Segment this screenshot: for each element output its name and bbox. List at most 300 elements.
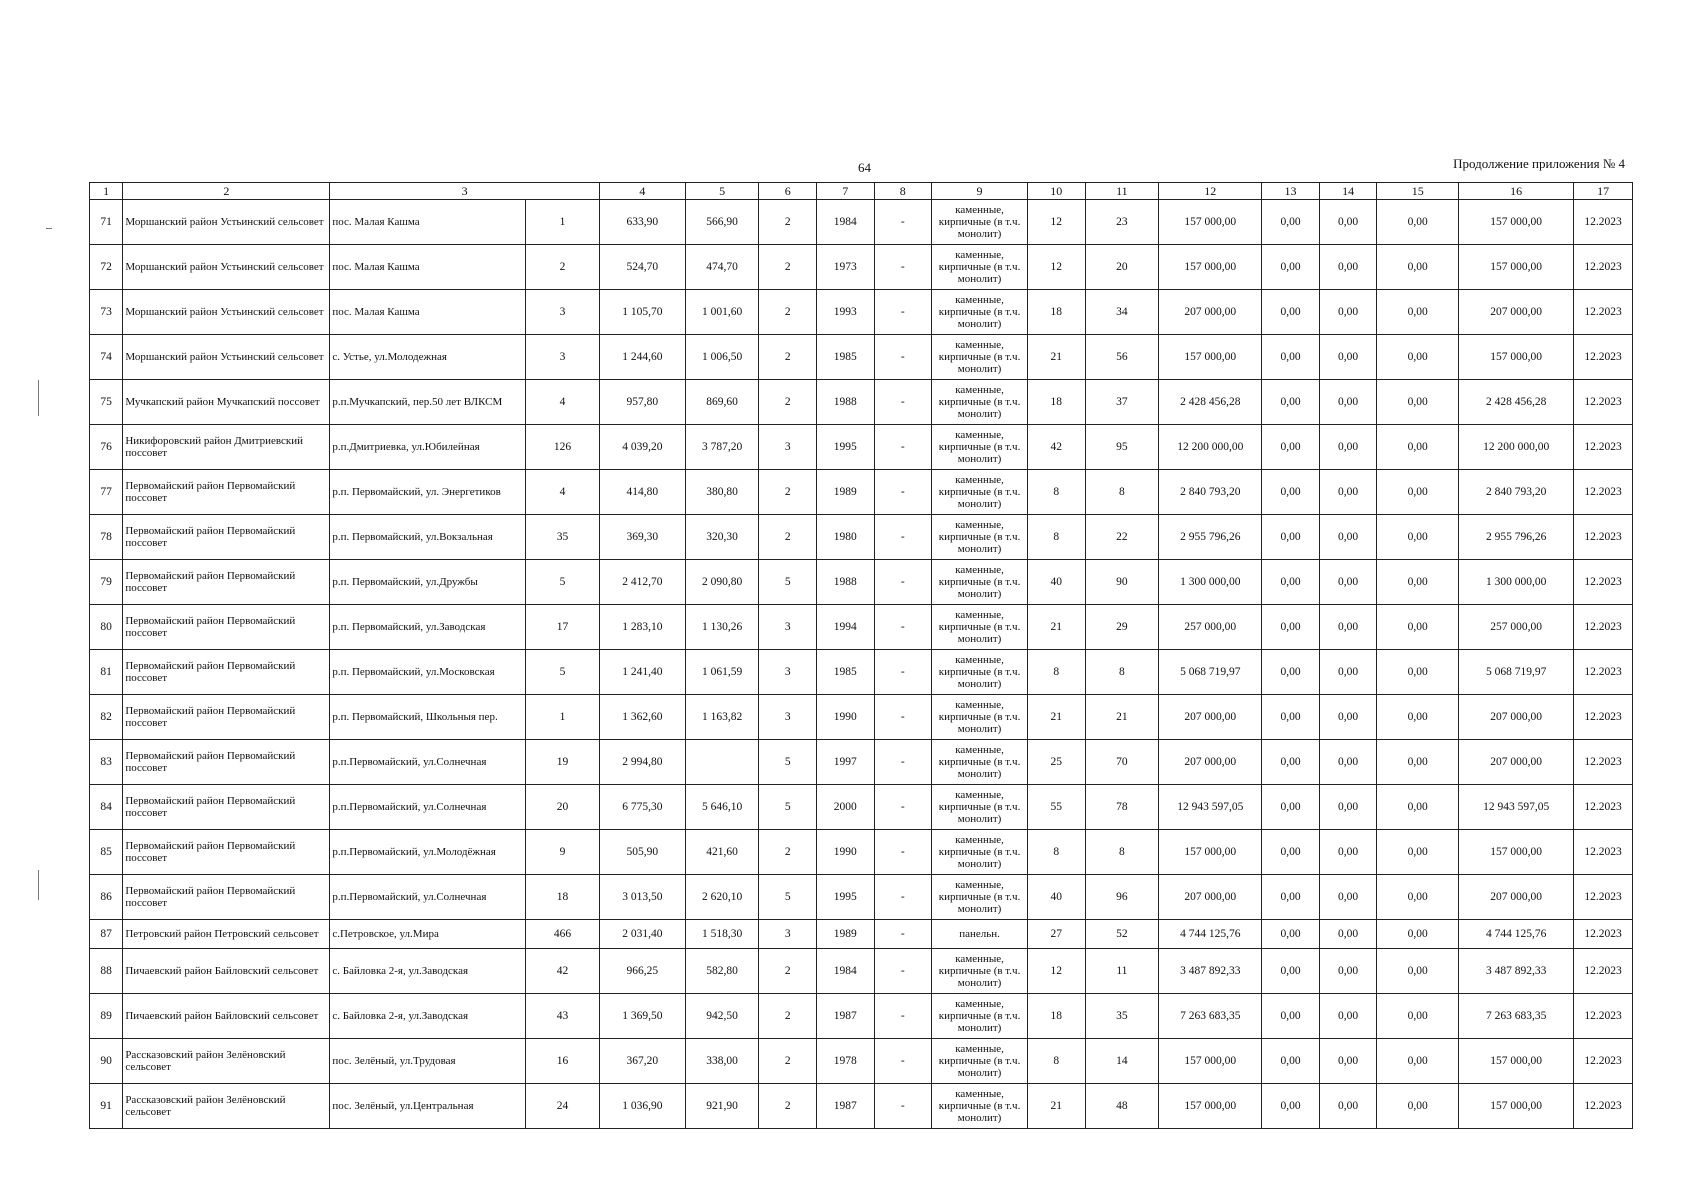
total-cost-cell: 157 000,00 (1159, 245, 1262, 290)
page-number: 64 (858, 160, 871, 175)
table-row (90, 425, 1633, 470)
col-13-cell: 0,00 (1262, 695, 1320, 740)
year-cell: 1988 (816, 560, 874, 605)
living-area-cell: 921,90 (685, 1084, 759, 1129)
dash-cell: - (874, 830, 932, 875)
year-cell: 1995 (816, 875, 874, 920)
municipality-cell: Первомайский район Первомайский поссовет (123, 605, 330, 650)
year-cell: 1988 (816, 380, 874, 425)
address-cell: с.Петровское, ул.Мира (330, 920, 526, 949)
row-number-cell: 82 (90, 695, 123, 740)
total-cost-cell: 157 000,00 (1159, 335, 1262, 380)
deadline-cell: 12.2023 (1574, 200, 1633, 245)
total-area-cell: 2 994,80 (599, 740, 685, 785)
total-area-cell: 1 369,50 (599, 994, 685, 1039)
living-area-cell: 869,60 (685, 380, 759, 425)
dash-cell: - (874, 949, 932, 994)
col-10-cell: 21 (1028, 605, 1086, 650)
wall-material-cell: каменные, кирпичные (в т.ч. монолит) (932, 470, 1028, 515)
col-14-cell: 0,00 (1319, 740, 1377, 785)
deadline-cell: 12.2023 (1574, 695, 1633, 740)
floors-cell: 2 (759, 200, 817, 245)
year-cell: 1989 (816, 920, 874, 949)
row-number-cell: 88 (90, 949, 123, 994)
municipality-cell: Моршанский район Устьинский сельсовет (123, 245, 330, 290)
col-11-cell: 22 (1085, 515, 1159, 560)
wall-material-cell: каменные, кирпичные (в т.ч. монолит) (932, 245, 1028, 290)
col-10-cell: 55 (1028, 785, 1086, 830)
col-11-cell: 95 (1085, 425, 1159, 470)
dash-cell: - (874, 785, 932, 830)
column-header: 10 (1028, 183, 1086, 200)
living-area-cell: 474,70 (685, 245, 759, 290)
col-10-cell: 8 (1028, 515, 1086, 560)
wall-material-cell: каменные, кирпичные (в т.ч. монолит) (932, 425, 1028, 470)
col-10-cell: 8 (1028, 650, 1086, 695)
building-number-cell: 43 (526, 994, 600, 1039)
deadline-cell: 12.2023 (1574, 740, 1633, 785)
total-area-cell: 414,80 (599, 470, 685, 515)
col-15-cell: 0,00 (1377, 875, 1459, 920)
col-11-cell: 21 (1085, 695, 1159, 740)
floors-cell: 2 (759, 470, 817, 515)
living-area-cell: 582,80 (685, 949, 759, 994)
col-14-cell: 0,00 (1319, 875, 1377, 920)
living-area-cell: 1 061,59 (685, 650, 759, 695)
municipality-cell: Пичаевский район Байловский сельсовет (123, 949, 330, 994)
total-cost-cell: 2 955 796,26 (1159, 515, 1262, 560)
building-number-cell: 19 (526, 740, 600, 785)
col-15-cell: 0,00 (1377, 200, 1459, 245)
total-cost-cell: 12 943 597,05 (1159, 785, 1262, 830)
col-16-cell: 157 000,00 (1459, 200, 1574, 245)
total-cost-cell: 2 428 456,28 (1159, 380, 1262, 425)
table-row (90, 290, 1633, 335)
col-15-cell: 0,00 (1377, 470, 1459, 515)
floors-cell: 3 (759, 695, 817, 740)
col-13-cell: 0,00 (1262, 650, 1320, 695)
wall-material-cell: каменные, кирпичные (в т.ч. монолит) (932, 335, 1028, 380)
total-cost-cell: 7 263 683,35 (1159, 994, 1262, 1039)
building-number-cell: 4 (526, 380, 600, 425)
address-cell: р.п.Мучкапский, пер.50 лет ВЛКСМ (330, 380, 526, 425)
column-header: 3 (330, 183, 600, 200)
year-cell: 1980 (816, 515, 874, 560)
table-row (90, 650, 1633, 695)
dash-cell: - (874, 515, 932, 560)
col-13-cell: 0,00 (1262, 1039, 1320, 1084)
address-cell: с. Устье, ул.Молодежная (330, 335, 526, 380)
municipality-cell: Первомайский район Первомайский поссовет (123, 785, 330, 830)
deadline-cell: 12.2023 (1574, 994, 1633, 1039)
total-cost-cell: 12 200 000,00 (1159, 425, 1262, 470)
floors-cell: 2 (759, 1084, 817, 1129)
living-area-cell: 566,90 (685, 200, 759, 245)
total-area-cell: 1 241,40 (599, 650, 685, 695)
col-14-cell: 0,00 (1319, 470, 1377, 515)
building-number-cell: 3 (526, 290, 600, 335)
municipality-cell: Никифоровский район Дмитриевский поссовет (123, 425, 330, 470)
col-10-cell: 8 (1028, 470, 1086, 515)
col-16-cell: 7 263 683,35 (1459, 994, 1574, 1039)
col-11-cell: 20 (1085, 245, 1159, 290)
total-area-cell: 1 244,60 (599, 335, 685, 380)
col-10-cell: 8 (1028, 830, 1086, 875)
building-number-cell: 5 (526, 560, 600, 605)
col-14-cell: 0,00 (1319, 560, 1377, 605)
table-row (90, 560, 1633, 605)
total-area-cell: 369,30 (599, 515, 685, 560)
col-15-cell: 0,00 (1377, 740, 1459, 785)
address-cell: пос. Зелёный, ул.Трудовая (330, 1039, 526, 1084)
total-area-cell: 966,25 (599, 949, 685, 994)
col-16-cell: 2 955 796,26 (1459, 515, 1574, 560)
column-header: 11 (1085, 183, 1159, 200)
col-15-cell: 0,00 (1377, 920, 1459, 949)
col-10-cell: 18 (1028, 994, 1086, 1039)
total-area-cell: 367,20 (599, 1039, 685, 1084)
col-13-cell: 0,00 (1262, 425, 1320, 470)
building-number-cell: 17 (526, 605, 600, 650)
col-13-cell: 0,00 (1262, 920, 1320, 949)
building-number-cell: 16 (526, 1039, 600, 1084)
address-cell: пос. Малая Кашма (330, 290, 526, 335)
row-number-cell: 80 (90, 605, 123, 650)
col-13-cell: 0,00 (1262, 830, 1320, 875)
col-14-cell: 0,00 (1319, 695, 1377, 740)
col-14-cell: 0,00 (1319, 920, 1377, 949)
col-10-cell: 27 (1028, 920, 1086, 949)
deadline-cell: 12.2023 (1574, 949, 1633, 994)
col-11-cell: 8 (1085, 470, 1159, 515)
col-13-cell: 0,00 (1262, 1084, 1320, 1129)
total-cost-cell: 3 487 892,33 (1159, 949, 1262, 994)
municipality-cell: Рассказовский район Зелёновский сельсовет (123, 1039, 330, 1084)
col-11-cell: 35 (1085, 994, 1159, 1039)
building-number-cell: 1 (526, 200, 600, 245)
address-cell: р.п.Первомайский, ул.Солнечная (330, 740, 526, 785)
municipality-cell: Первомайский район Первомайский поссовет (123, 560, 330, 605)
floors-cell: 3 (759, 920, 817, 949)
dash-cell: - (874, 605, 932, 650)
col-13-cell: 0,00 (1262, 740, 1320, 785)
year-cell: 2000 (816, 785, 874, 830)
col-14-cell: 0,00 (1319, 425, 1377, 470)
col-14-cell: 0,00 (1319, 245, 1377, 290)
column-header: 7 (816, 183, 874, 200)
col-11-cell: 56 (1085, 335, 1159, 380)
total-cost-cell: 207 000,00 (1159, 875, 1262, 920)
building-number-cell: 20 (526, 785, 600, 830)
appendix-note: Продолжение приложения № 4 (1453, 156, 1625, 171)
column-header: 1 (90, 183, 123, 200)
col-16-cell: 207 000,00 (1459, 740, 1574, 785)
row-number-cell: 87 (90, 920, 123, 949)
building-number-cell: 18 (526, 875, 600, 920)
dash-cell: - (874, 740, 932, 785)
living-area-cell: 1 006,50 (685, 335, 759, 380)
column-header: 8 (874, 183, 932, 200)
table-row (90, 515, 1633, 560)
building-number-cell: 4 (526, 470, 600, 515)
col-16-cell: 3 487 892,33 (1459, 949, 1574, 994)
row-number-cell: 90 (90, 1039, 123, 1084)
municipality-cell: Петровский район Петровский сельсовет (123, 920, 330, 949)
col-15-cell: 0,00 (1377, 245, 1459, 290)
building-number-cell: 126 (526, 425, 600, 470)
total-area-cell: 1 362,60 (599, 695, 685, 740)
address-cell: р.п. Первомайский, ул.Дружбы (330, 560, 526, 605)
col-16-cell: 2 840 793,20 (1459, 470, 1574, 515)
col-13-cell: 0,00 (1262, 560, 1320, 605)
row-number-cell: 77 (90, 470, 123, 515)
wall-material-cell: каменные, кирпичные (в т.ч. монолит) (932, 515, 1028, 560)
col-10-cell: 8 (1028, 1039, 1086, 1084)
col-15-cell: 0,00 (1377, 425, 1459, 470)
dash-cell: - (874, 1084, 932, 1129)
table-row (90, 470, 1633, 515)
building-number-cell: 35 (526, 515, 600, 560)
col-13-cell: 0,00 (1262, 245, 1320, 290)
table-row (90, 335, 1633, 380)
column-header: 15 (1377, 183, 1459, 200)
col-15-cell: 0,00 (1377, 1084, 1459, 1129)
wall-material-cell: каменные, кирпичные (в т.ч. монолит) (932, 875, 1028, 920)
total-cost-cell: 157 000,00 (1159, 1039, 1262, 1084)
column-number-row (90, 183, 1633, 200)
col-11-cell: 48 (1085, 1084, 1159, 1129)
municipality-cell: Первомайский район Первомайский поссовет (123, 695, 330, 740)
wall-material-cell: каменные, кирпичные (в т.ч. монолит) (932, 740, 1028, 785)
total-cost-cell: 257 000,00 (1159, 605, 1262, 650)
municipality-cell: Моршанский район Устьинский сельсовет (123, 290, 330, 335)
col-15-cell: 0,00 (1377, 650, 1459, 695)
col-16-cell: 207 000,00 (1459, 875, 1574, 920)
col-15-cell: 0,00 (1377, 380, 1459, 425)
col-13-cell: 0,00 (1262, 515, 1320, 560)
column-header: 4 (599, 183, 685, 200)
col-15-cell: 0,00 (1377, 949, 1459, 994)
total-cost-cell: 207 000,00 (1159, 695, 1262, 740)
col-14-cell: 0,00 (1319, 380, 1377, 425)
table-body (90, 183, 1633, 1129)
living-area-cell: 421,60 (685, 830, 759, 875)
total-cost-cell: 157 000,00 (1159, 200, 1262, 245)
col-14-cell: 0,00 (1319, 605, 1377, 650)
municipality-cell: Рассказовский район Зелёновский сельсовет (123, 1084, 330, 1129)
col-10-cell: 25 (1028, 740, 1086, 785)
floors-cell: 3 (759, 650, 817, 695)
address-cell: пос. Малая Кашма (330, 245, 526, 290)
floors-cell: 2 (759, 335, 817, 380)
dash-cell: - (874, 1039, 932, 1084)
total-area-cell: 1 036,90 (599, 1084, 685, 1129)
col-16-cell: 257 000,00 (1459, 605, 1574, 650)
col-10-cell: 40 (1028, 560, 1086, 605)
year-cell: 1993 (816, 290, 874, 335)
deadline-cell: 12.2023 (1574, 560, 1633, 605)
address-cell: р.п.Первомайский, ул.Солнечная (330, 785, 526, 830)
column-header: 14 (1319, 183, 1377, 200)
municipality-cell: Первомайский район Первомайский поссовет (123, 875, 330, 920)
col-10-cell: 18 (1028, 290, 1086, 335)
col-16-cell: 157 000,00 (1459, 245, 1574, 290)
dash-cell: - (874, 920, 932, 949)
col-10-cell: 12 (1028, 245, 1086, 290)
col-11-cell: 34 (1085, 290, 1159, 335)
row-number-cell: 72 (90, 245, 123, 290)
dash-cell: - (874, 245, 932, 290)
total-area-cell: 4 039,20 (599, 425, 685, 470)
deadline-cell: 12.2023 (1574, 380, 1633, 425)
row-number-cell: 79 (90, 560, 123, 605)
col-16-cell: 1 300 000,00 (1459, 560, 1574, 605)
col-14-cell: 0,00 (1319, 830, 1377, 875)
year-cell: 1994 (816, 605, 874, 650)
row-number-cell: 84 (90, 785, 123, 830)
deadline-cell: 12.2023 (1574, 425, 1633, 470)
wall-material-cell: панельн. (932, 920, 1028, 949)
wall-material-cell: каменные, кирпичные (в т.ч. монолит) (932, 290, 1028, 335)
floors-cell: 2 (759, 830, 817, 875)
deadline-cell: 12.2023 (1574, 830, 1633, 875)
table-row (90, 740, 1633, 785)
living-area-cell: 2 620,10 (685, 875, 759, 920)
col-10-cell: 21 (1028, 335, 1086, 380)
total-cost-cell: 4 744 125,76 (1159, 920, 1262, 949)
row-number-cell: 81 (90, 650, 123, 695)
year-cell: 1984 (816, 200, 874, 245)
total-cost-cell: 1 300 000,00 (1159, 560, 1262, 605)
total-area-cell: 1 105,70 (599, 290, 685, 335)
table-row (90, 949, 1633, 994)
col-14-cell: 0,00 (1319, 785, 1377, 830)
col-11-cell: 78 (1085, 785, 1159, 830)
col-11-cell: 14 (1085, 1039, 1159, 1084)
deadline-cell: 12.2023 (1574, 335, 1633, 380)
deadline-cell: 12.2023 (1574, 470, 1633, 515)
deadline-cell: 12.2023 (1574, 1039, 1633, 1084)
municipality-cell: Моршанский район Устьинский сельсовет (123, 200, 330, 245)
table-row (90, 245, 1633, 290)
scan-mark (38, 870, 39, 900)
col-16-cell: 12 200 000,00 (1459, 425, 1574, 470)
floors-cell: 2 (759, 515, 817, 560)
living-area-cell: 1 518,30 (685, 920, 759, 949)
col-15-cell: 0,00 (1377, 605, 1459, 650)
col-13-cell: 0,00 (1262, 875, 1320, 920)
deadline-cell: 12.2023 (1574, 515, 1633, 560)
year-cell: 1990 (816, 830, 874, 875)
column-header: 13 (1262, 183, 1320, 200)
total-area-cell: 524,70 (599, 245, 685, 290)
wall-material-cell: каменные, кирпичные (в т.ч. монолит) (932, 695, 1028, 740)
deadline-cell: 12.2023 (1574, 245, 1633, 290)
year-cell: 1984 (816, 949, 874, 994)
total-area-cell: 505,90 (599, 830, 685, 875)
living-area-cell: 1 163,82 (685, 695, 759, 740)
year-cell: 1989 (816, 470, 874, 515)
table-row (90, 920, 1633, 949)
floors-cell: 2 (759, 1039, 817, 1084)
col-16-cell: 5 068 719,97 (1459, 650, 1574, 695)
wall-material-cell: каменные, кирпичные (в т.ч. монолит) (932, 605, 1028, 650)
floors-cell: 3 (759, 425, 817, 470)
living-area-cell: 1 130,26 (685, 605, 759, 650)
col-13-cell: 0,00 (1262, 949, 1320, 994)
col-15-cell: 0,00 (1377, 830, 1459, 875)
table-row (90, 1039, 1633, 1084)
col-10-cell: 40 (1028, 875, 1086, 920)
living-area-cell: 320,30 (685, 515, 759, 560)
dash-cell: - (874, 425, 932, 470)
col-10-cell: 21 (1028, 695, 1086, 740)
col-13-cell: 0,00 (1262, 785, 1320, 830)
living-area-cell: 3 787,20 (685, 425, 759, 470)
dash-cell: - (874, 994, 932, 1039)
col-16-cell: 157 000,00 (1459, 1039, 1574, 1084)
deadline-cell: 12.2023 (1574, 920, 1633, 949)
building-number-cell: 42 (526, 949, 600, 994)
municipality-cell: Первомайский район Первомайский поссовет (123, 650, 330, 695)
address-cell: с. Байловка 2-я, ул.Заводская (330, 994, 526, 1039)
column-header: 12 (1159, 183, 1262, 200)
wall-material-cell: каменные, кирпичные (в т.ч. монолит) (932, 785, 1028, 830)
col-16-cell: 207 000,00 (1459, 695, 1574, 740)
col-10-cell: 12 (1028, 200, 1086, 245)
deadline-cell: 12.2023 (1574, 1084, 1633, 1129)
col-14-cell: 0,00 (1319, 994, 1377, 1039)
total-cost-cell: 5 068 719,97 (1159, 650, 1262, 695)
living-area-cell: 5 646,10 (685, 785, 759, 830)
table-row (90, 830, 1633, 875)
row-number-cell: 75 (90, 380, 123, 425)
address-cell: р.п. Первомайский, ул. Энергетиков (330, 470, 526, 515)
living-area-cell: 942,50 (685, 994, 759, 1039)
floors-cell: 2 (759, 380, 817, 425)
wall-material-cell: каменные, кирпичные (в т.ч. монолит) (932, 1039, 1028, 1084)
floors-cell: 5 (759, 740, 817, 785)
building-number-cell: 3 (526, 335, 600, 380)
table-row (90, 605, 1633, 650)
col-14-cell: 0,00 (1319, 515, 1377, 560)
col-13-cell: 0,00 (1262, 290, 1320, 335)
building-number-cell: 2 (526, 245, 600, 290)
year-cell: 1987 (816, 994, 874, 1039)
col-11-cell: 90 (1085, 560, 1159, 605)
col-13-cell: 0,00 (1262, 470, 1320, 515)
dash-cell: - (874, 875, 932, 920)
living-area-cell: 380,80 (685, 470, 759, 515)
col-14-cell: 0,00 (1319, 1084, 1377, 1129)
building-number-cell: 466 (526, 920, 600, 949)
total-area-cell: 1 283,10 (599, 605, 685, 650)
floors-cell: 2 (759, 245, 817, 290)
col-13-cell: 0,00 (1262, 994, 1320, 1039)
building-number-cell: 9 (526, 830, 600, 875)
deadline-cell: 12.2023 (1574, 650, 1633, 695)
living-area-cell: 2 090,80 (685, 560, 759, 605)
row-number-cell: 78 (90, 515, 123, 560)
col-14-cell: 0,00 (1319, 650, 1377, 695)
year-cell: 1973 (816, 245, 874, 290)
col-13-cell: 0,00 (1262, 335, 1320, 380)
floors-cell: 5 (759, 785, 817, 830)
total-cost-cell: 207 000,00 (1159, 740, 1262, 785)
col-15-cell: 0,00 (1377, 335, 1459, 380)
total-cost-cell: 207 000,00 (1159, 290, 1262, 335)
column-header: 2 (123, 183, 330, 200)
